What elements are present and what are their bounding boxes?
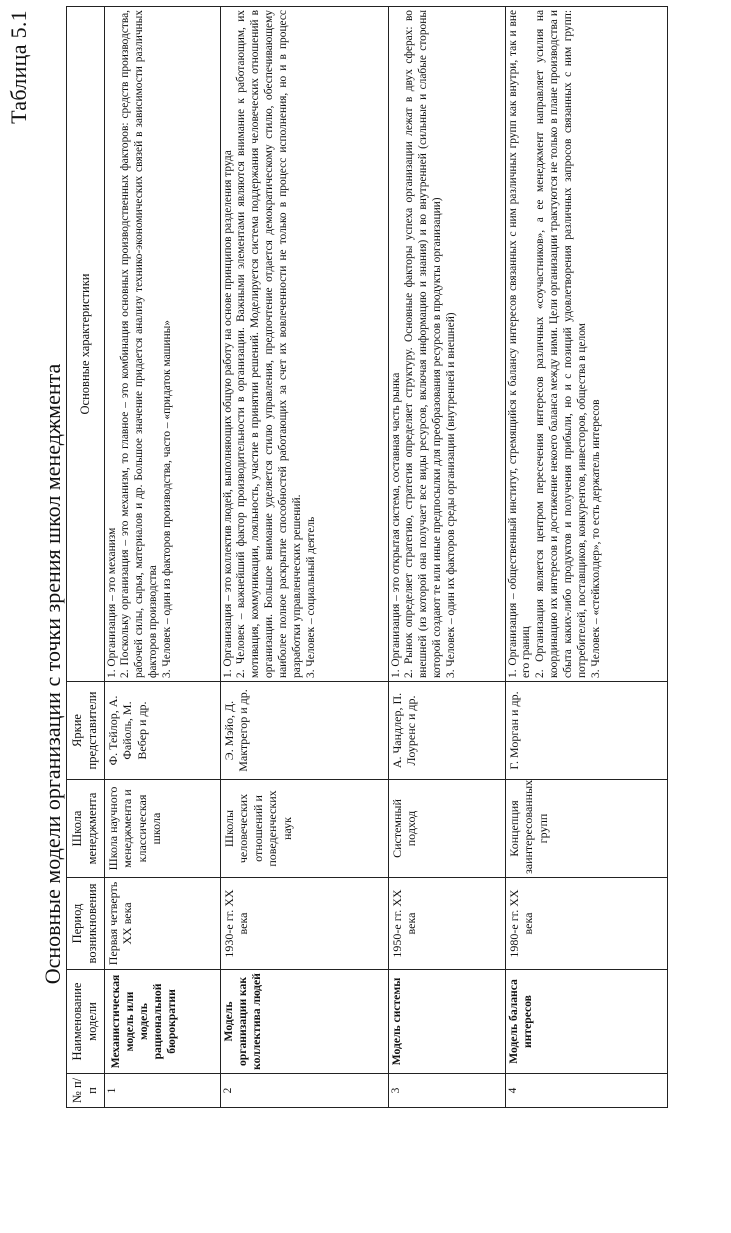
header-reps: Яркие представители — [67, 682, 105, 780]
characteristic-item: 3. Человек – социальный деятель — [304, 516, 317, 678]
row-num: 2 — [220, 1074, 388, 1108]
header-school: Школа менеджмента — [67, 780, 105, 878]
model-school: Системный подход — [388, 780, 505, 878]
model-characteristics — [388, 7, 505, 682]
model-period: 1950-е гг. XX века — [388, 878, 505, 970]
characteristic-item: 2. Человек – важнейший фактор производительности в организации. Важными элементами являются внимание к работающим, их мотивация, коммуникации, лояльность, участие в принятии решений. Моделируется система поддержания человеческих отношений в организации. Большое внимание уделяется стилю управления, предпочтение отдается демократическому стилю, обеспечивающему наиболее полное раскрытие способностей работающих за счет их вовлеченности не только в процесс исполнения, но и в процесс разработки управленческих решений. — [235, 10, 304, 678]
model-characteristics — [104, 7, 220, 682]
characteristic-item: 3. Человек – «стейкхолдер», то есть держатель интересов — [589, 399, 602, 678]
row-num: 4 — [505, 1074, 667, 1108]
characteristic-item: 2. Организация является центром пересечения интересов различных «соучастников», а ее менеджмент направляет усилия на координацию их интересов и достижение некоего баланса между ними. Цели организации трактуются не только в плане производства и сбыта каких-либо продуктов и получения прибыли, но и с позиций удовлетворения различных запросов связанных с ним групп: потребителей, поставщиков, конкурентов, инвесторов, общества в целом — [534, 10, 589, 678]
header-name: Наименование модели — [67, 970, 105, 1074]
model-period: 1930-е гг. XX века — [220, 878, 388, 970]
model-representatives: А. Чандлер, П. Лоуренс и др. — [388, 682, 505, 780]
row-num: 1 — [104, 1074, 220, 1108]
characteristic-item: 1. Организация – общественный институт, стремящийся к балансу интересов связанных с ним различных групп как внутри, так и вне его границ — [506, 10, 533, 678]
models-table — [66, 6, 668, 1108]
row-num: 3 — [388, 1074, 505, 1108]
characteristic-item: 1. Организация – это коллектив людей, выполняющих общую работу на основе принципов разделения труда — [221, 150, 234, 678]
model-name: Модель баланса интересов — [505, 970, 667, 1074]
table-row — [220, 7, 388, 1108]
header-period: Период возникновения — [67, 878, 105, 970]
characteristic-item: 3. Человек – один их факторов среды организации (внутренней и внешней) — [445, 312, 458, 678]
table-title: Основные модели организации с точки зрения школ менеджмента — [40, 363, 65, 985]
table-header-row — [67, 7, 105, 1108]
table-row — [505, 7, 667, 1108]
model-characteristics — [505, 7, 667, 682]
model-characteristics — [220, 7, 388, 682]
model-name: Модель системы — [388, 970, 505, 1074]
characteristic-item: 2. Рынок определяет стратегию, стратегия определяет структуру. Основные факторы успеха организации лежат в двух сферах: во внешней (из которой она получает все виды ресурсов, включая информацию и знания) и во внутренней (сильные и слабые стороны которой создают те или иные предпосылки для преобразования ресурсов в продукты организации) — [403, 10, 444, 678]
header-num: № п/п — [67, 1074, 105, 1108]
model-representatives: Г. Морган и др. — [505, 682, 667, 780]
characteristic-item: 1. Организация – это механизм — [105, 527, 118, 678]
model-representatives: Э. Мэйо, Д. Мактрегор и др. — [220, 682, 388, 780]
model-representatives: Ф. Тейлор, А. Файоль, М. Вебер и др. — [104, 682, 220, 780]
table-row — [388, 7, 505, 1108]
model-period: 1980-е гг. XX века — [505, 878, 667, 970]
model-school: Школа научного менеджмента и классическая школа — [104, 780, 220, 878]
header-chars: Основные характеристики — [67, 7, 105, 682]
model-name: Модель организации как коллектива людей — [220, 970, 388, 1074]
table-row — [104, 7, 220, 1108]
characteristic-item: 1. Организация – это открытая система, составная часть рынка — [389, 372, 402, 678]
model-school: Школы человеческих отношений и поведенческих наук — [220, 780, 388, 878]
characteristic-item: 3. Человек – один из факторов производства, часто – «придаток машины» — [161, 320, 174, 678]
table-number: Таблица 5.1 — [6, 10, 31, 124]
model-school: Концепция заинтересованных групп — [505, 780, 667, 878]
model-name: Механистическая модель или модель рациональной бюрократии — [104, 970, 220, 1074]
model-period: Первая четверть XX века — [104, 878, 220, 970]
characteristic-item: 2. Поскольку организация – это механизм, то главное – это комбинация основных производственных факторов: средств производства, рабочей силы, сырья, материалов и др. Большое значение придается анализу технико-экономических связей в зависимости различных факторов производства — [119, 10, 160, 678]
